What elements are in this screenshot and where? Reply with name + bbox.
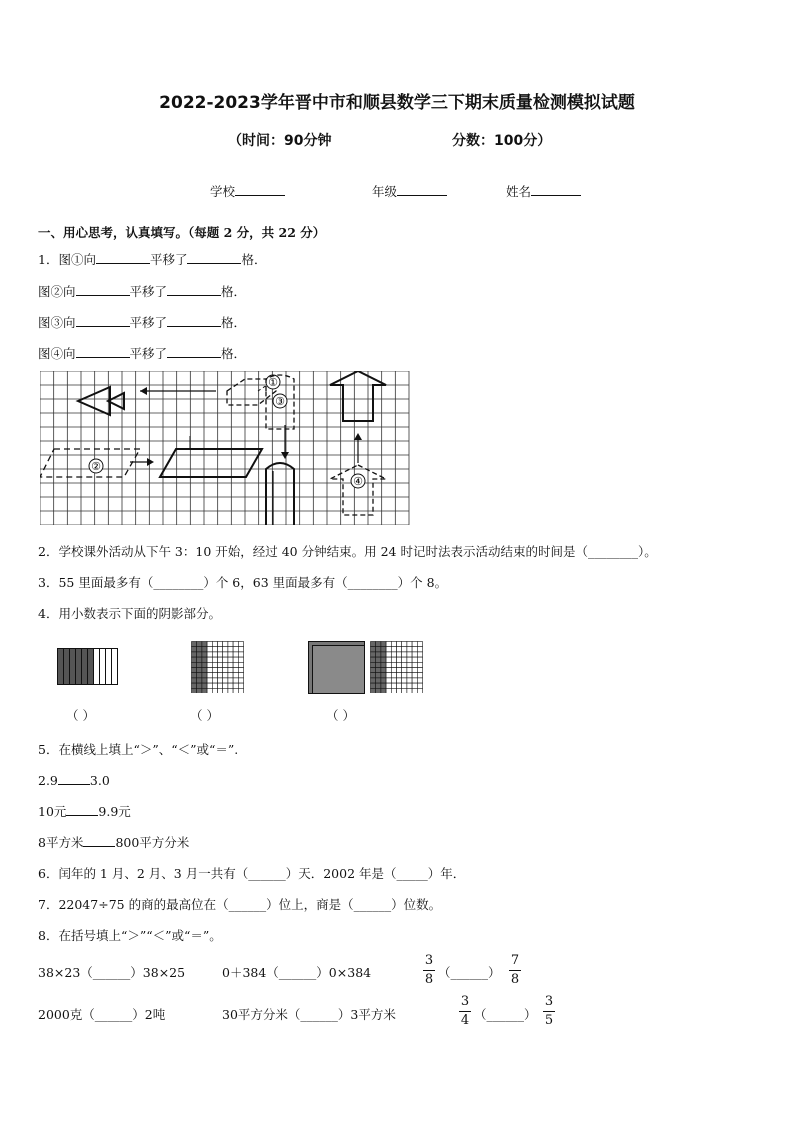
grid-cell (386, 657, 391, 662)
grid-cell (202, 642, 207, 647)
hundredths-grid-figure (191, 641, 245, 693)
fraction-3-4: 3 4 (460, 994, 470, 1028)
grid-cell (412, 688, 417, 693)
q8-r2c2[interactable]: 30平方分米（______）3平方米 (222, 1007, 396, 1022)
grid-cell (223, 668, 228, 673)
grid-cell (223, 652, 228, 657)
grid-cell (391, 668, 396, 673)
q6-text: 6．闰年的 1 月、2 月、3 月一共有（______）天．2002 年是（_____）年． (38, 866, 466, 881)
grid-cell (412, 657, 417, 662)
grid-cell (197, 642, 202, 647)
grid-cell (202, 662, 207, 667)
page-title: 2022-2023学年晋中市和顺县数学三下期末质量检测模拟试题 (159, 93, 635, 113)
grid-cell (223, 688, 228, 693)
grid-cell (391, 662, 396, 667)
grid-cell (417, 673, 422, 678)
grid-cell (238, 642, 243, 647)
grid-cell (228, 668, 233, 673)
q5-blank-b[interactable] (66, 802, 98, 816)
grid-cell (192, 657, 197, 662)
grid-cell (376, 657, 381, 662)
grid-cell (412, 647, 417, 652)
grid-cell (397, 657, 402, 662)
grid-cell (228, 652, 233, 657)
grid-cell (192, 668, 197, 673)
grid-cell (233, 683, 238, 688)
grid-cell (233, 662, 238, 667)
grid-cell (218, 647, 223, 652)
grid-cell (407, 642, 412, 647)
grid-cell (376, 668, 381, 673)
grid-cell (412, 683, 417, 688)
strip-cell (64, 649, 70, 685)
strip-cell (94, 649, 100, 685)
grid-cell (197, 678, 202, 683)
strip-cell (76, 649, 82, 685)
grid-cell (417, 668, 422, 673)
q1-distance-blank-2[interactable] (167, 282, 221, 296)
hundredths-grid-2 (371, 642, 423, 694)
grid-cell (212, 662, 217, 667)
grid-cell (376, 662, 381, 667)
grid-cell (402, 683, 407, 688)
shape-4-label: ④ (353, 475, 363, 488)
grid-cell (233, 688, 238, 693)
grid-cell (233, 647, 238, 652)
grid-cell (192, 688, 197, 693)
q2-text: 2．学校课外活动从下午 3：10 开始，经过 40 分钟结束。用 24 时记时法表示活动结束的时间是（________）。 (38, 544, 657, 559)
grid-cell (376, 642, 381, 647)
q1-line3: 图③向 平移了 格． (38, 315, 247, 330)
q5-row-c: 8平方米 800平方分米 (38, 835, 190, 850)
q4-answer-3[interactable]: （ ） (326, 708, 355, 723)
shape-1-label: ① (268, 376, 278, 389)
grid-cell (223, 683, 228, 688)
grid-cell (238, 683, 243, 688)
grid-cell (402, 668, 407, 673)
q5-row-b: 10元 9.9元 (38, 804, 131, 819)
grid-cell (218, 678, 223, 683)
grid-cell (238, 673, 243, 678)
grid-cell (381, 657, 386, 662)
grid-cell (223, 673, 228, 678)
grid-cell (391, 688, 396, 693)
grid-cell (386, 678, 391, 683)
grid-cell (223, 678, 228, 683)
tenths-strip (58, 649, 118, 685)
q1-line4: 图④向 平移了 格． (38, 346, 247, 361)
grid-cell (202, 678, 207, 683)
translation-grid-figure (40, 371, 410, 525)
full-square-front (313, 646, 365, 694)
grid-cell (376, 678, 381, 683)
grid-cell (412, 662, 417, 667)
grid-cell (391, 673, 396, 678)
grade-label: 年级 (372, 184, 398, 199)
grid-cell (212, 652, 217, 657)
grid-cell (407, 678, 412, 683)
shape-3-label: ③ (275, 395, 285, 408)
q1-distance-blank-1[interactable] (187, 250, 241, 264)
grid-cell (402, 673, 407, 678)
grid-cell (397, 673, 402, 678)
grid-cell (397, 652, 402, 657)
fraction-3-8: 3 8 (424, 953, 434, 987)
grid-cell (397, 647, 402, 652)
grid-cell (223, 657, 228, 662)
grid-cell (381, 688, 386, 693)
grid-cell (197, 662, 202, 667)
grid-cell (218, 657, 223, 662)
grid-cell (212, 688, 217, 693)
grid-cell (218, 683, 223, 688)
grid-cell (212, 683, 217, 688)
grid-cell (238, 688, 243, 693)
school-blank[interactable] (235, 182, 285, 196)
grid-cell (386, 642, 391, 647)
shape-2-label: ② (91, 460, 101, 473)
q5-blank-c[interactable] (83, 833, 115, 847)
grid-cell (381, 642, 386, 647)
grid-cell (212, 647, 217, 652)
grid-cell (228, 657, 233, 662)
grid-cell (371, 673, 376, 678)
grid-cell (397, 683, 402, 688)
grid-cell (218, 652, 223, 657)
q4-answer-1[interactable]: （ ） (66, 708, 95, 723)
grid-cell (381, 662, 386, 667)
q5-blank-a[interactable] (58, 771, 90, 785)
grid-cell (238, 657, 243, 662)
grid-cell (402, 652, 407, 657)
grid-cell (391, 657, 396, 662)
decimal-strip-figure (57, 648, 119, 686)
grid-cell (207, 683, 212, 688)
strip-cell (100, 649, 106, 685)
q8-text: 8．在括号填上“＞”“＜”或“＝”。 (38, 928, 222, 943)
q8-r2c3-paren[interactable]: （______） (474, 1007, 537, 1022)
grid-cell (202, 683, 207, 688)
school-label: 学校 (210, 184, 236, 199)
fraction-7-8: 7 8 (510, 953, 520, 987)
q5-row-a: 2.9 3.0 (38, 773, 110, 788)
grid-cell (233, 668, 238, 673)
grid-cell (192, 678, 197, 683)
grid-cell (391, 647, 396, 652)
grid-cell (233, 657, 238, 662)
q4-text: 4．用小数表示下面的阴影部分。 (38, 606, 221, 621)
grid-cell (197, 673, 202, 678)
grid-cell (381, 683, 386, 688)
grid-cell (238, 668, 243, 673)
grid-cell (417, 662, 422, 667)
grid-cell (402, 678, 407, 683)
grid-cell (402, 642, 407, 647)
grid-cell (197, 647, 202, 652)
grid-cell (371, 688, 376, 693)
section-heading: 一、用心思考，认真填写。（每题 2 分，共 22 分） (38, 225, 326, 240)
grid-cell (407, 657, 412, 662)
strip-cell (112, 649, 118, 685)
grid-cell (381, 647, 386, 652)
shape-4-translated (330, 371, 386, 421)
grid-cell (376, 673, 381, 678)
grid-cell (207, 647, 212, 652)
grid-cell (218, 668, 223, 673)
grid-cell (207, 657, 212, 662)
grid-cell (381, 652, 386, 657)
grid-cell (391, 652, 396, 657)
grid-cell (228, 662, 233, 667)
grid-cell (238, 662, 243, 667)
grid-cell (218, 673, 223, 678)
grid-cell (228, 683, 233, 688)
grid-cell (202, 657, 207, 662)
grid-cell (397, 688, 402, 693)
hundredths-grid-1 (192, 642, 244, 694)
q1-direction-blank-1[interactable] (96, 250, 150, 264)
q1-direction-blank-4[interactable] (76, 344, 130, 358)
grid-cell (386, 673, 391, 678)
grid-cell (207, 652, 212, 657)
grid-cell (233, 652, 238, 657)
grid-cell (223, 647, 228, 652)
grid-cell (197, 657, 202, 662)
grid-cell (207, 642, 212, 647)
grid-cell (197, 652, 202, 657)
fraction-3-5: 3 5 (544, 994, 554, 1028)
grid-cell (192, 683, 197, 688)
grid-cell (386, 647, 391, 652)
grid-cell (386, 668, 391, 673)
grid-cell (228, 647, 233, 652)
grid-cell (417, 683, 422, 688)
grid-cell (376, 683, 381, 688)
q8-r1c1[interactable]: 38×23（______）38×25 (38, 965, 186, 980)
grid-cell (371, 683, 376, 688)
grid-cell (407, 688, 412, 693)
grid-cell (397, 668, 402, 673)
grid-cell (371, 678, 376, 683)
grid-cell (371, 647, 376, 652)
grid-cell (238, 647, 243, 652)
q7-text: 7．22047÷75 的商的最高位在（______）位上，商是（______）位数。 (38, 897, 442, 912)
grid-cell (192, 673, 197, 678)
grid-cell (228, 678, 233, 683)
strip-cell (70, 649, 76, 685)
grid-cell (238, 678, 243, 683)
grid-cell (412, 652, 417, 657)
q5-text: 5．在横线上填上“＞”、“＜”或“＝”. (38, 742, 239, 757)
name-label: 姓名 (506, 184, 532, 199)
grid-cell (207, 673, 212, 678)
grid-cell (371, 668, 376, 673)
grid-cell (192, 652, 197, 657)
grid-cell (212, 668, 217, 673)
grid-cell (238, 652, 243, 657)
grid-cell (212, 657, 217, 662)
grid-cell (381, 678, 386, 683)
grid-cell (412, 668, 417, 673)
q4-answer-2[interactable]: （ ） (190, 708, 219, 723)
grid-cell (412, 642, 417, 647)
grid-cell (376, 652, 381, 657)
grid-cell (371, 662, 376, 667)
full-square-figure (308, 641, 366, 695)
grid-cell (407, 652, 412, 657)
grid-cell (407, 668, 412, 673)
grid-cell (212, 678, 217, 683)
grade-field[interactable] (372, 182, 447, 200)
strip-cell (58, 649, 64, 685)
time-limit: （时间：90分钟 (228, 133, 332, 149)
grid-cell (212, 642, 217, 647)
grid-cell (197, 668, 202, 673)
grid-cell (417, 647, 422, 652)
q8-r1c3-paren[interactable]: （______） (438, 965, 501, 980)
q8-r2c1[interactable]: 2000克（______）2吨 (38, 1007, 166, 1022)
grid-cell (402, 647, 407, 652)
grid-cell (417, 688, 422, 693)
strip-cell (106, 649, 112, 685)
grid-cell (407, 673, 412, 678)
grid-cell (228, 688, 233, 693)
grid-cell (228, 673, 233, 678)
grid-cell (212, 673, 217, 678)
q1-direction-blank-2[interactable] (76, 282, 130, 296)
grid-cell (371, 657, 376, 662)
grid-cell (218, 662, 223, 667)
q1-distance-blank-3[interactable] (167, 313, 221, 327)
grid-cell (397, 662, 402, 667)
grid-cell (417, 678, 422, 683)
grid-cell (207, 678, 212, 683)
grid-cell (391, 683, 396, 688)
grid-cell (233, 678, 238, 683)
grid-cell (207, 688, 212, 693)
school-field[interactable] (210, 182, 285, 200)
name-field[interactable] (506, 182, 581, 200)
grid-cell (223, 642, 228, 647)
grid-cell (192, 647, 197, 652)
grid-cell (412, 678, 417, 683)
grid-cell (371, 652, 376, 657)
grid-cell (228, 642, 233, 647)
grid-cell (417, 642, 422, 647)
grid-cell (218, 642, 223, 647)
grid-cell (371, 642, 376, 647)
q8-r1c2[interactable]: 0＋384（______）0×384 (222, 965, 372, 980)
strip-cell (88, 649, 94, 685)
shape-1-translated (78, 387, 110, 415)
grid-cell (386, 688, 391, 693)
shape-2-translated (160, 449, 262, 477)
grid-cell (202, 673, 207, 678)
grid-cell (192, 662, 197, 667)
q1-direction-blank-3[interactable] (76, 313, 130, 327)
grid-cell (386, 683, 391, 688)
q1-line1: 1．图①向 平移了 格． (38, 252, 267, 267)
q3-text: 3．55 里面最多有（________）个 6，63 里面最多有（________）个 8。 (38, 575, 448, 590)
total-score: 分数：100分） (452, 133, 552, 149)
grid-cell (192, 642, 197, 647)
shape-3-translated (266, 463, 294, 525)
grid-cell (218, 688, 223, 693)
grid-cell (233, 642, 238, 647)
grid-cell (381, 673, 386, 678)
grid-cell (223, 662, 228, 667)
grid-cell (376, 647, 381, 652)
grid-cell (207, 668, 212, 673)
grid-cell (407, 683, 412, 688)
grid-cell (407, 647, 412, 652)
grid-cell (197, 688, 202, 693)
grid-cell (417, 652, 422, 657)
shape-4-original (330, 465, 386, 515)
grid-cell (233, 673, 238, 678)
hundredths-grid-figure-2 (370, 641, 424, 693)
grid-cell (417, 657, 422, 662)
grid-cell (202, 688, 207, 693)
grid-cell (397, 642, 402, 647)
grid-cell (386, 662, 391, 667)
grid-cell (376, 688, 381, 693)
grid-cell (381, 668, 386, 673)
name-blank[interactable] (531, 182, 581, 196)
grid-cell (412, 673, 417, 678)
grid-cell (391, 678, 396, 683)
q1-distance-blank-4[interactable] (167, 344, 221, 358)
grid-cell (402, 688, 407, 693)
strip-cell (82, 649, 88, 685)
grid-cell (202, 652, 207, 657)
grid-cell (397, 678, 402, 683)
grid-cell (202, 668, 207, 673)
grid-cell (202, 647, 207, 652)
grid-cell (386, 652, 391, 657)
grade-blank[interactable] (397, 182, 447, 196)
grid-cell (197, 683, 202, 688)
grid-cell (391, 642, 396, 647)
grid-cell (402, 657, 407, 662)
q1-line2: 图②向 平移了 格． (38, 284, 247, 299)
grid-cell (207, 662, 212, 667)
grid-cell (402, 662, 407, 667)
grid-cell (407, 662, 412, 667)
